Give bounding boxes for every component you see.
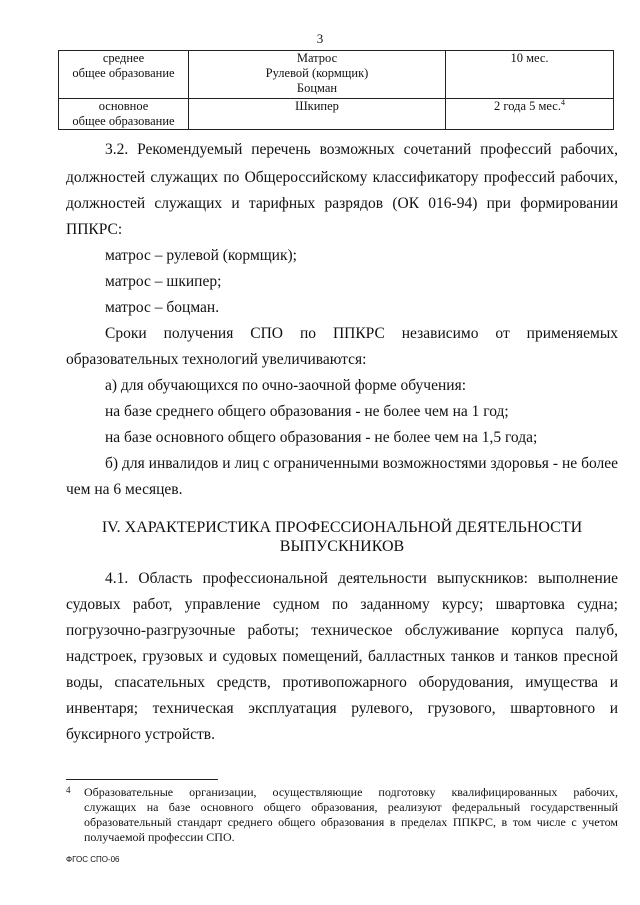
- table-row: [59, 99, 614, 130]
- combination-item: матрос – шкипер;: [105, 273, 222, 290]
- table-cell-duration: 2 года 5 мес.$^4$: [446, 99, 614, 130]
- footnote-line: служащих на базе основного общего образования, реализуют федеральный государственный: [84, 800, 618, 814]
- paragraph-line: судовых работ, управление судном по заданному курсу; швартовка судна;: [66, 596, 618, 613]
- paragraph-line: погрузочно-разгрузочные работы; техническое обслуживание корпуса палуб,: [66, 622, 618, 639]
- paragraph-line: Сроки получения СПО по ППКРС независимо от применяемых: [105, 325, 618, 342]
- paragraph-line: должностей служащих по Общероссийскому классификатору профессий рабочих,: [66, 169, 618, 186]
- list-item: чем на 6 месяцев.: [66, 481, 183, 498]
- footnote-ref: 4: [560, 98, 565, 107]
- table-cell-professions: Шкипер: [189, 99, 446, 130]
- paragraph-line: 3.2. Рекомендуемый перечень возможных сочетаний профессий рабочих,: [105, 141, 618, 158]
- combination-item: матрос – рулевой (кормщик);: [105, 247, 297, 264]
- table-cell-level: среднее общее образование: [59, 51, 189, 99]
- paragraph-line: воды, спасательных средств, противопожарного оборудования, имущества и: [66, 674, 618, 691]
- list-item: б) для инвалидов и лиц с ограниченными возможностями здоровья - не более: [105, 455, 618, 472]
- paragraph-line: буксирного устройств.: [66, 726, 215, 743]
- combination-item: матрос – боцман.: [105, 299, 220, 316]
- footnote-line: образовательный стандарт среднего общего образования в пределах ППКРС, в том числе с учетом: [84, 815, 618, 829]
- section-heading: IV. ХАРАКТЕРИСТИКА ПРОФЕССИОНАЛЬНОЙ ДЕЯТЕЛЬНОСТИ: [101, 519, 583, 536]
- paragraph-line: должностей служащих и тарифных разрядов (ОК 016-94) при формировании: [66, 195, 618, 212]
- footnote-number: 4: [66, 785, 71, 795]
- document-code: ФГОС СПО-06: [66, 855, 120, 864]
- footnote-divider: [66, 779, 218, 780]
- paragraph-line: ППКРС:: [66, 221, 123, 238]
- table-row: [59, 51, 614, 99]
- table-cell-duration: 10 мес.: [446, 51, 614, 99]
- paragraph-line: надстроек, грузовых и судовых помещений, балластных танков и танков пресной: [66, 648, 618, 665]
- list-item: на базе среднего общего образования - не более чем на 1 год;: [105, 403, 509, 420]
- page-number: 3: [316, 31, 324, 46]
- paragraph-line: 4.1. Область профессиональной деятельности выпускников: выполнение: [105, 570, 618, 587]
- program-duration-table: [58, 50, 614, 130]
- paragraph-line: инвентаря; техническая эксплуатация рулевого, грузового, швартовного и: [66, 700, 618, 717]
- list-item: а) для обучающихся по очно-заочной форме обучения:: [105, 377, 467, 394]
- table-cell-professions: Матрос Рулевой (кормщик) Боцман: [189, 51, 446, 99]
- footnote-line: получаемой профессии СПО.: [84, 830, 235, 844]
- table-cell-level: основное общее образование: [59, 99, 189, 130]
- footnote-line: Образовательные организации, осуществляющие подготовку квалифицированных рабочих,: [84, 785, 618, 799]
- section-heading: ВЫПУСКНИКОВ: [279, 538, 405, 555]
- list-item: на базе основного общего образования - не более чем на 1,5 года;: [105, 429, 538, 446]
- paragraph-line: образовательных технологий увеличиваются:: [66, 351, 367, 368]
